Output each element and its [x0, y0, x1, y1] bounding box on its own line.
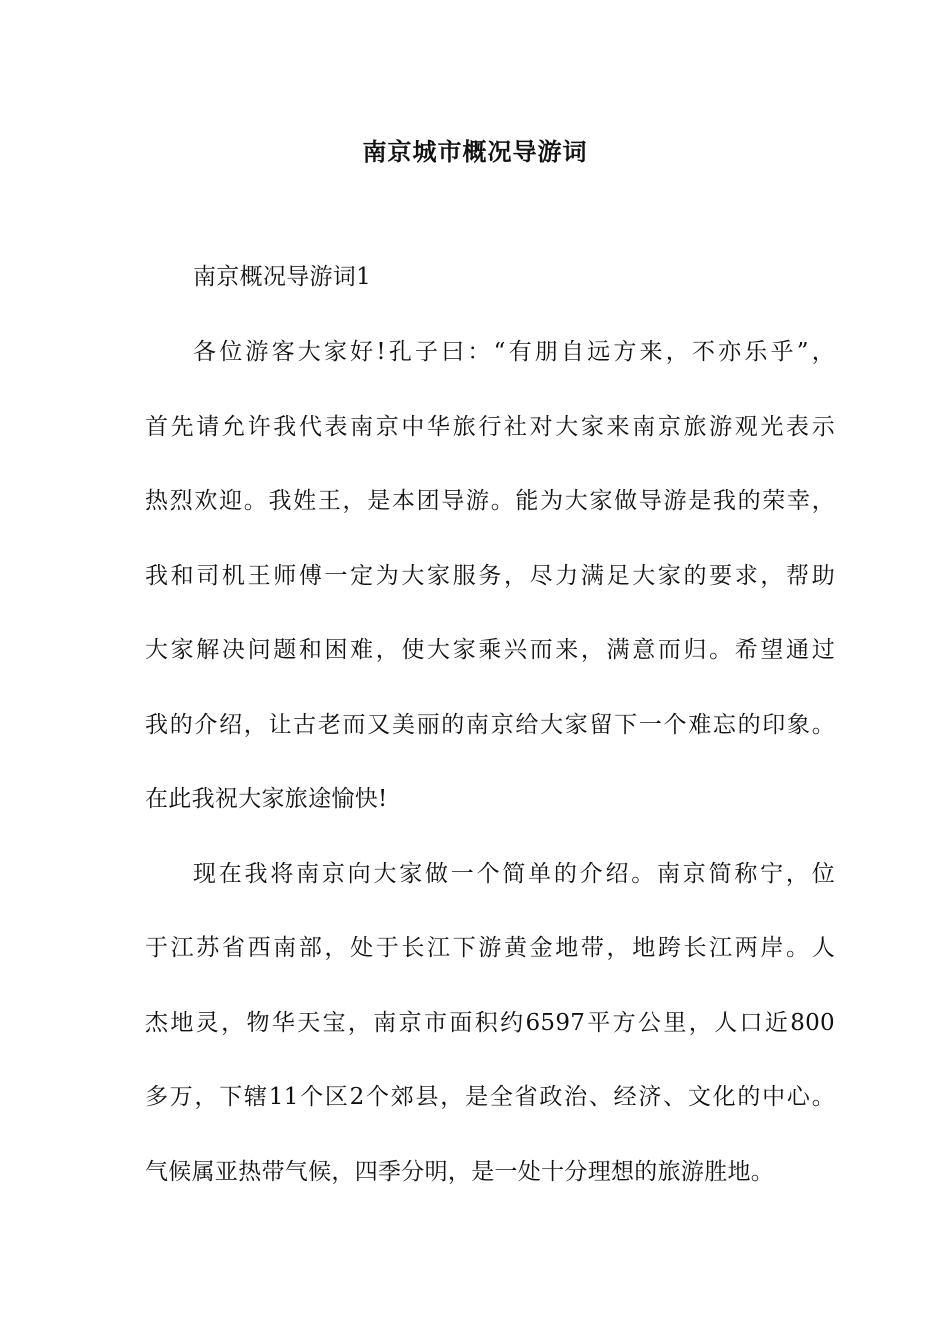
paragraph-line: 我和司机王师傅一定为大家服务，尽力满足大家的要求，帮助 [145, 563, 835, 589]
paragraph-line: 气候属亚热带气候，四季分明，是一处十分理想的旅游胜地。 [145, 1159, 775, 1185]
section-heading: 南京概况导游词1 [193, 264, 372, 290]
paragraph-line: 我的介绍，让古老而又美丽的南京给大家留下一个难忘的印象。 [145, 712, 835, 738]
document-title: 南京城市概况导游词 [362, 138, 588, 166]
paragraph-line: 现在我将南京向大家做一个简单的介绍。南京简称宁，位 [193, 861, 835, 887]
paragraph-line: 杰地灵，物华天宝，南京市面积约6597平方公里，人口近800 [145, 1010, 835, 1036]
paragraph-line: 多万，下辖11个区2个郊县，是全省政治、经济、文化的中心。 [145, 1084, 835, 1110]
paragraph-line: 首先请允许我代表南京中华旅行社对大家来南京旅游观光表示 [145, 414, 835, 440]
paragraph-line: 大家解决问题和困难，使大家乘兴而来，满意而归。希望通过 [145, 637, 835, 663]
paragraph-line: 各位游客大家好!孔子曰：“有朋自远方来，不亦乐乎”， [193, 339, 835, 365]
paragraph-line: 热烈欢迎。我姓王，是本团导游。能为大家做导游是我的荣幸， [145, 488, 835, 514]
paragraph-line: 在此我祝大家旅途愉快! [145, 786, 388, 812]
paragraph-line: 于江苏省西南部，处于长江下游黄金地带，地跨长江两岸。人 [145, 935, 835, 961]
